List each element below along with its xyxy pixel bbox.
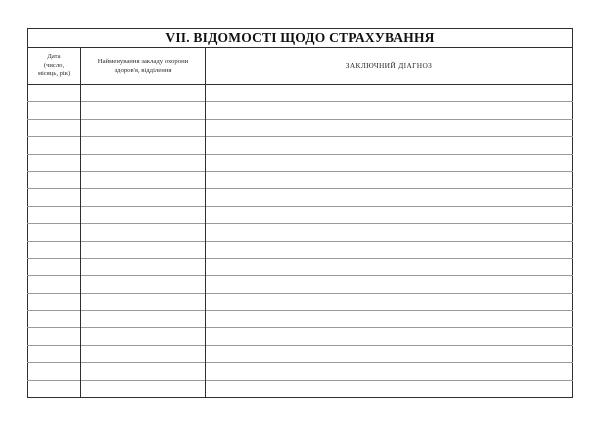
cell-diagnosis[interactable] (206, 102, 573, 119)
cell-diagnosis-value (206, 259, 572, 275)
column-header-institution-line-1: Найменування закладу охорони (97, 58, 189, 65)
cell-institution[interactable] (81, 380, 206, 397)
cell-date[interactable] (28, 154, 81, 171)
cell-institution-value (81, 311, 205, 327)
table-body (28, 29, 573, 398)
cell-diagnosis[interactable] (206, 276, 573, 293)
cell-institution-value (81, 190, 205, 206)
cell-diagnosis-value (206, 381, 572, 397)
cell-institution[interactable] (81, 137, 206, 154)
cell-date[interactable] (28, 380, 81, 397)
column-header-diagnosis-text: ЗАКЛЮЧНИЙ ДІАГНОЗ (345, 61, 433, 70)
cell-institution-value (81, 381, 205, 397)
cell-diagnosis[interactable] (206, 241, 573, 258)
cell-date-value (28, 120, 80, 136)
cell-diagnosis-value (206, 363, 572, 379)
cell-institution-value (81, 85, 205, 101)
cell-diagnosis-value (206, 103, 572, 119)
cell-date[interactable] (28, 363, 81, 380)
cell-date[interactable] (28, 224, 81, 241)
page-title: VII. ВІДОМОСТІ ЩОДО СТРАХУВАННЯ (165, 30, 435, 45)
cell-institution-value (81, 155, 205, 171)
table-row (28, 224, 573, 241)
table-row (28, 345, 573, 362)
cell-institution[interactable] (81, 293, 206, 310)
insurance-information-table (27, 28, 573, 398)
cell-date[interactable] (28, 345, 81, 362)
table-row (28, 311, 573, 328)
cell-institution-value (81, 207, 205, 223)
cell-date[interactable] (28, 241, 81, 258)
cell-diagnosis-value (206, 155, 572, 171)
cell-date-value (28, 329, 80, 345)
cell-date-value (28, 85, 80, 101)
cell-date-value (28, 242, 80, 258)
cell-institution-value (81, 329, 205, 345)
cell-institution[interactable] (81, 276, 206, 293)
cell-date[interactable] (28, 328, 81, 345)
cell-diagnosis[interactable] (206, 189, 573, 206)
table-row (28, 276, 573, 293)
table-row (28, 206, 573, 223)
cell-diagnosis-value (206, 172, 572, 188)
cell-date-value (28, 363, 80, 379)
cell-institution[interactable] (81, 102, 206, 119)
cell-date-value (28, 137, 80, 153)
table-row (28, 171, 573, 188)
cell-diagnosis-value (206, 224, 572, 240)
cell-date-value (28, 259, 80, 275)
cell-date-value (28, 381, 80, 397)
cell-diagnosis[interactable] (206, 311, 573, 328)
table-row (28, 258, 573, 275)
cell-institution-value (81, 346, 205, 362)
cell-diagnosis[interactable] (206, 345, 573, 362)
cell-diagnosis-value (206, 207, 572, 223)
cell-institution[interactable] (81, 85, 206, 102)
cell-diagnosis[interactable] (206, 137, 573, 154)
cell-diagnosis-value (206, 346, 572, 362)
table-row (28, 293, 573, 310)
table-row (28, 102, 573, 119)
table-row (28, 137, 573, 154)
cell-date-value (28, 224, 80, 240)
cell-date[interactable] (28, 171, 81, 188)
cell-date[interactable] (28, 137, 81, 154)
cell-institution-value (81, 242, 205, 258)
cell-date-value (28, 172, 80, 188)
table-row (28, 363, 573, 380)
cell-date[interactable] (28, 276, 81, 293)
cell-date[interactable] (28, 311, 81, 328)
cell-institution-value (81, 259, 205, 275)
cell-date-value (28, 311, 80, 327)
column-header-date-line-1: Дата (47, 53, 61, 61)
table-row (28, 380, 573, 397)
cell-date[interactable] (28, 119, 81, 136)
column-header-date-line-3: місяць, рік) (37, 70, 71, 78)
cell-institution-value (81, 137, 205, 153)
table-row (28, 189, 573, 206)
cell-institution[interactable] (81, 154, 206, 171)
cell-date-value (28, 190, 80, 206)
cell-date[interactable] (28, 102, 81, 119)
cell-institution[interactable] (81, 224, 206, 241)
cell-diagnosis-value (206, 137, 572, 153)
cell-institution[interactable] (81, 206, 206, 223)
cell-diagnosis-value (206, 120, 572, 136)
cell-institution-value (81, 363, 205, 379)
cell-diagnosis-value (206, 276, 572, 292)
column-header-diagnosis (206, 48, 573, 85)
cell-date[interactable] (28, 189, 81, 206)
cell-date-value (28, 276, 80, 292)
cell-diagnosis[interactable] (206, 293, 573, 310)
cell-date[interactable] (28, 206, 81, 223)
cell-institution[interactable] (81, 258, 206, 275)
cell-date-value (28, 294, 80, 310)
cell-institution[interactable] (81, 345, 206, 362)
cell-institution[interactable] (81, 311, 206, 328)
cell-date[interactable] (28, 293, 81, 310)
cell-institution[interactable] (81, 328, 206, 345)
cell-institution-value (81, 224, 205, 240)
cell-institution-value (81, 294, 205, 310)
column-header-institution-text (84, 57, 202, 75)
table-row (28, 328, 573, 345)
cell-institution[interactable] (81, 119, 206, 136)
cell-diagnosis[interactable] (206, 154, 573, 171)
cell-institution[interactable] (81, 189, 206, 206)
cell-diagnosis[interactable] (206, 328, 573, 345)
cell-diagnosis-value (206, 242, 572, 258)
cell-institution-value (81, 276, 205, 292)
cell-diagnosis[interactable] (206, 258, 573, 275)
cell-date-value (28, 103, 80, 119)
column-header-institution (81, 48, 206, 85)
table-row (28, 241, 573, 258)
column-header-date-line-2: (число, (43, 61, 65, 69)
table-header-row (28, 48, 573, 85)
cell-diagnosis[interactable] (206, 206, 573, 223)
cell-institution[interactable] (81, 241, 206, 258)
cell-diagnosis[interactable] (206, 380, 573, 397)
section-title-cell (28, 29, 573, 48)
cell-diagnosis-value (206, 311, 572, 327)
cell-diagnosis-value (206, 294, 572, 310)
cell-institution-value (81, 103, 205, 119)
column-header-date (28, 48, 81, 85)
cell-institution[interactable] (81, 363, 206, 380)
cell-diagnosis-value (206, 85, 572, 101)
column-header-date-text (31, 53, 77, 79)
cell-date-value (28, 207, 80, 223)
table-row (28, 154, 573, 171)
cell-institution-value (81, 172, 205, 188)
cell-diagnosis[interactable] (206, 363, 573, 380)
cell-diagnosis[interactable] (206, 224, 573, 241)
cell-diagnosis[interactable] (206, 119, 573, 136)
cell-date[interactable] (28, 258, 81, 275)
cell-date[interactable] (28, 85, 81, 102)
cell-diagnosis-value (206, 329, 572, 345)
column-header-institution-line-2: здоров'я, відділення (114, 67, 172, 74)
table-title-row (28, 29, 573, 48)
cell-institution[interactable] (81, 171, 206, 188)
cell-diagnosis-value (206, 190, 572, 206)
cell-date-value (28, 346, 80, 362)
cell-date-value (28, 155, 80, 171)
cell-institution-value (81, 120, 205, 136)
table-row (28, 119, 573, 136)
cell-diagnosis[interactable] (206, 85, 573, 102)
cell-diagnosis[interactable] (206, 171, 573, 188)
table-row (28, 85, 573, 102)
